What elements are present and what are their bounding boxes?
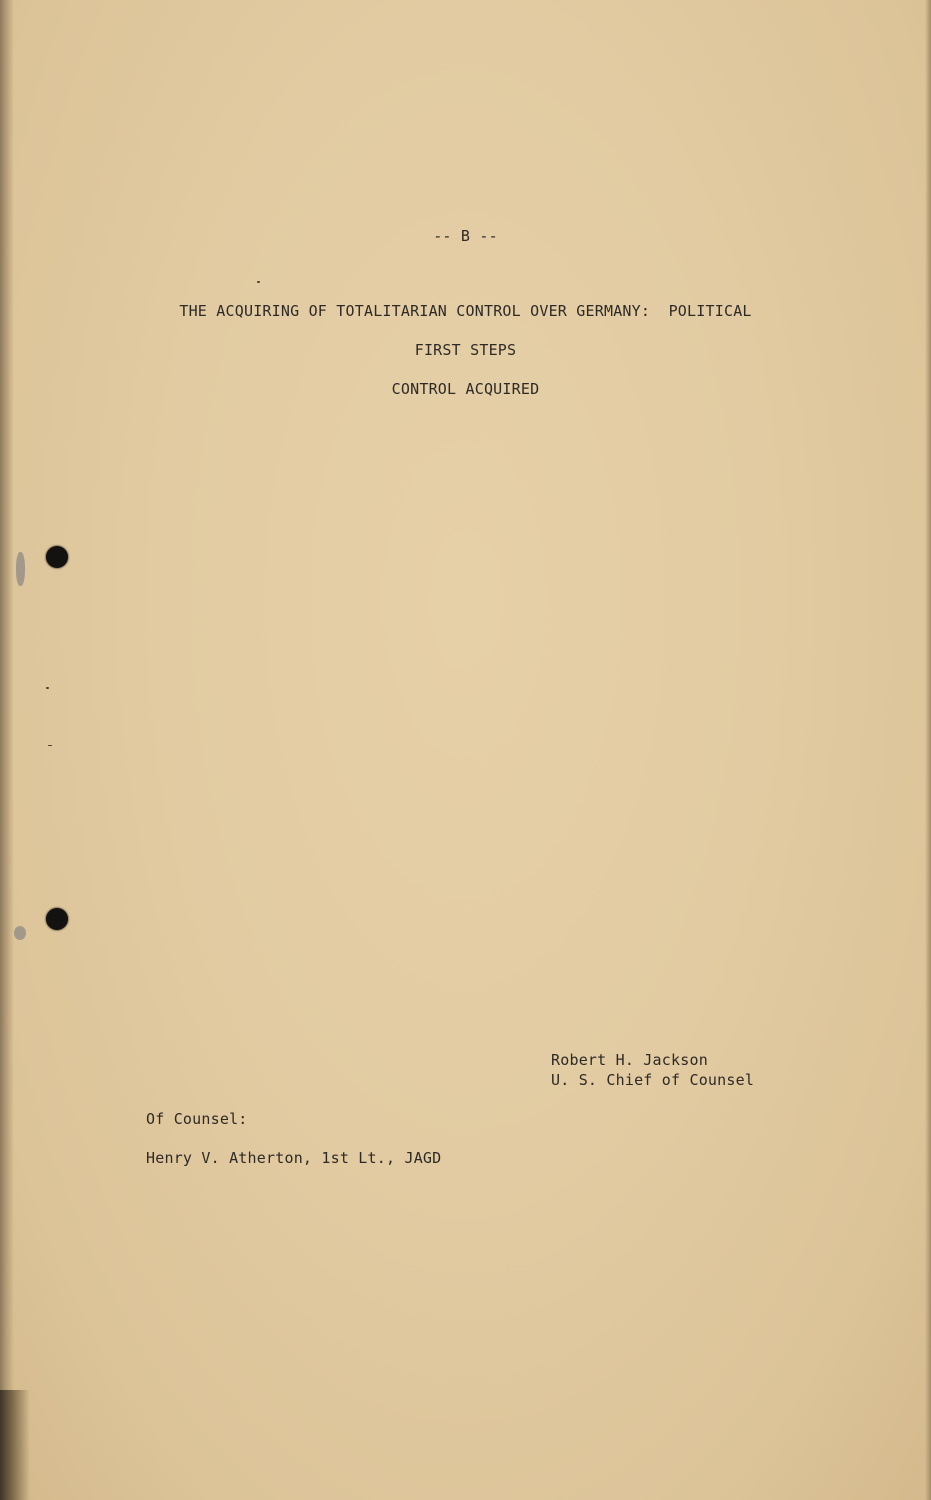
clip-mark [16,552,25,586]
page-right-edge [925,0,931,1500]
ink-speck [46,687,49,689]
page-marker: -- B -- [433,227,498,245]
counsel-name: Henry V. Atherton, 1st Lt., JAGD [146,1149,442,1167]
clip-mark [14,926,26,940]
punch-hole [46,908,68,930]
document-title: THE ACQUIRING OF TOTALITARIAN CONTROL OVER GERMANY: POLITICAL [179,302,752,320]
page-bottom-left-edge [0,1390,30,1500]
ink-speck [48,745,52,746]
page-left-edge [0,0,14,1500]
punch-hole [46,546,68,568]
document-subtitle: FIRST STEPS [414,341,517,359]
signatory-role: U. S. Chief of Counsel [551,1071,755,1089]
counsel-label: Of Counsel: [146,1110,248,1128]
document-subtitle: CONTROL ACQUIRED [391,380,540,398]
signatory-name: Robert H. Jackson [551,1051,708,1069]
ink-speck [257,281,260,283]
